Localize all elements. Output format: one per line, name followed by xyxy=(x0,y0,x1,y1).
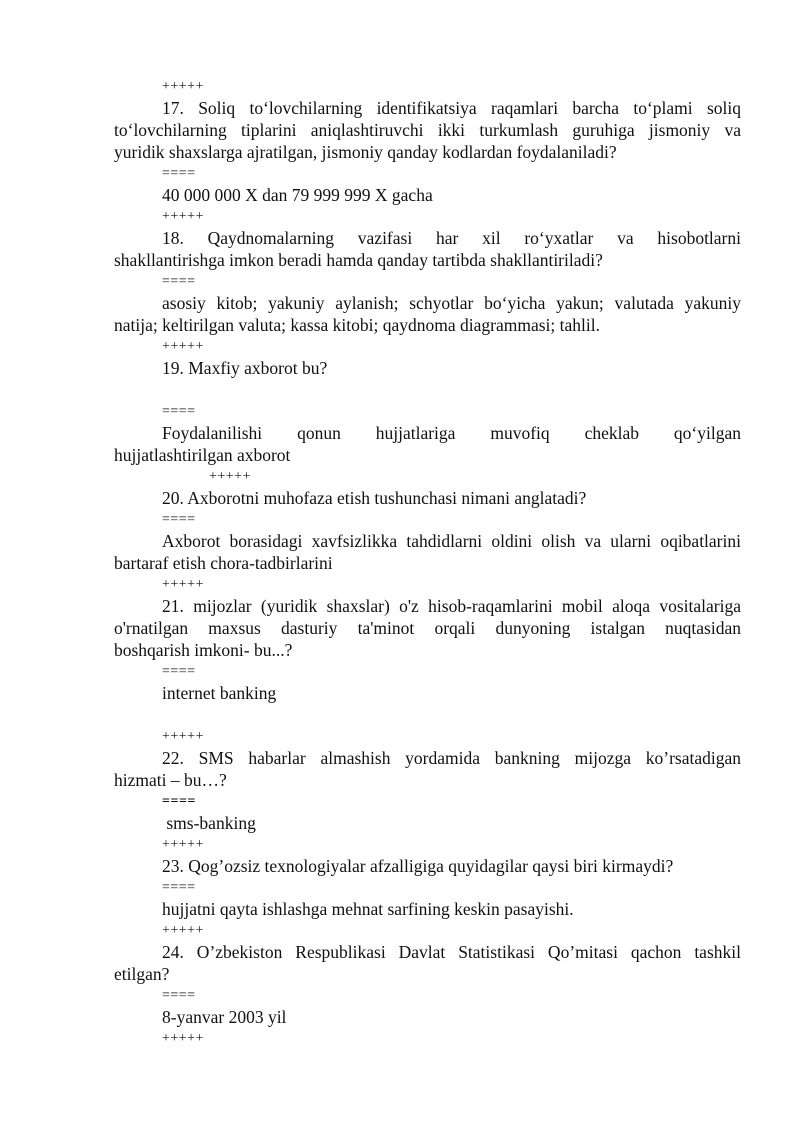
answer-line: bartaraf etish chora-tadbirlarini xyxy=(114,553,333,573)
item-separator-plus: +++++ xyxy=(162,79,204,94)
answer-separator: ==== xyxy=(162,404,196,419)
answer-separator: ==== xyxy=(162,988,196,1003)
question-line: boshqarish imkoni- bu...? xyxy=(114,640,293,660)
question-line: 17. Soliq to‘lovchilarning identifikatsiya raqamlari barcha to‘plami soliq xyxy=(162,98,741,118)
question-line: shakllantirishga imkon beradi hamda qanday tartibda shakllantiriladi? xyxy=(114,250,603,270)
item-separator-plus: +++++ xyxy=(162,1031,204,1046)
item-separator-plus: +++++ xyxy=(209,469,251,484)
item-separator-plus: +++++ xyxy=(162,577,204,592)
answer-line: hujjatni qayta ishlashga mehnat sarfining keskin pasayishi. xyxy=(162,899,574,919)
question-line: to‘lovchilarning tiplarini aniqlashtiruvchi ikki turkumlash guruhiga jismoniy va xyxy=(114,120,741,140)
item-separator-plus: +++++ xyxy=(162,339,204,354)
answer-separator: ==== xyxy=(162,512,196,527)
question-line: 19. Maxfiy axborot bu? xyxy=(162,358,328,378)
question-line: 18. Qaydnomalarning vazifasi har xil ro‘yxatlar va hisobotlarni xyxy=(162,228,741,248)
question-line: hizmati – bu…? xyxy=(114,770,227,790)
question-line: etilgan? xyxy=(114,964,170,984)
question-line: 24. O’zbekiston Respublikasi Davlat Statistikasi Qo’mitasi qachon tashkil xyxy=(162,942,741,962)
question-line: 22. SMS habarlar almashish yordamida bankning mijozga ko’rsatadigan xyxy=(162,748,741,768)
item-separator-plus: +++++ xyxy=(162,729,204,744)
answer-line: Axborot borasidagi xavfsizlikka tahdidlarni oldini olish va ularni oqibatlarini xyxy=(162,531,741,551)
item-separator-plus: +++++ xyxy=(162,209,204,224)
answer-separator: ==== xyxy=(162,166,196,181)
answer-line: Foydalanilishi qonun hujjatlariga muvofiq cheklab qo‘yilgan xyxy=(162,423,741,443)
question-line: o'rnatilgan maxsus dasturiy ta'minot orqali dunyoning istalgan nuqtasidan xyxy=(114,618,741,638)
answer-separator: ==== xyxy=(162,274,196,289)
answer-line: 8-yanvar 2003 yil xyxy=(162,1007,287,1027)
question-line: 23. Qog’ozsiz texnologiyalar afzalligiga quyidagilar qaysi biri kirmaydi? xyxy=(162,856,674,876)
question-line: yuridik shaxslarga ajratilgan, jismoniy qanday kodlardan foydalaniladi? xyxy=(114,142,617,162)
item-separator-plus: +++++ xyxy=(162,923,204,938)
answer-separator: ==== xyxy=(162,794,196,809)
answer-line: natija; keltirilgan valuta; kassa kitobi; qaydnoma diagrammasi; tahlil. xyxy=(114,315,600,335)
answer-separator: ==== xyxy=(162,664,196,679)
question-line: 20. Axborotni muhofaza etish tushunchasi nimani anglatadi? xyxy=(162,488,587,508)
answer-separator: ==== xyxy=(162,880,196,895)
answer-line: internet banking xyxy=(162,683,277,703)
question-line: 21. mijozlar (yuridik shaxslar) o'z hisob-raqamlarini mobil aloqa vositalariga xyxy=(162,596,741,616)
answer-line: asosiy kitob; yakuniy aylanish; schyotlar bo‘yicha yakun; valutada yakuniy xyxy=(162,293,741,313)
answer-line: 40 000 000 X dan 79 999 999 X gacha xyxy=(162,185,433,205)
item-separator-plus: +++++ xyxy=(162,837,204,852)
answer-line: hujjatlashtirilgan axborot xyxy=(114,445,291,465)
answer-line: sms-banking xyxy=(162,813,256,833)
